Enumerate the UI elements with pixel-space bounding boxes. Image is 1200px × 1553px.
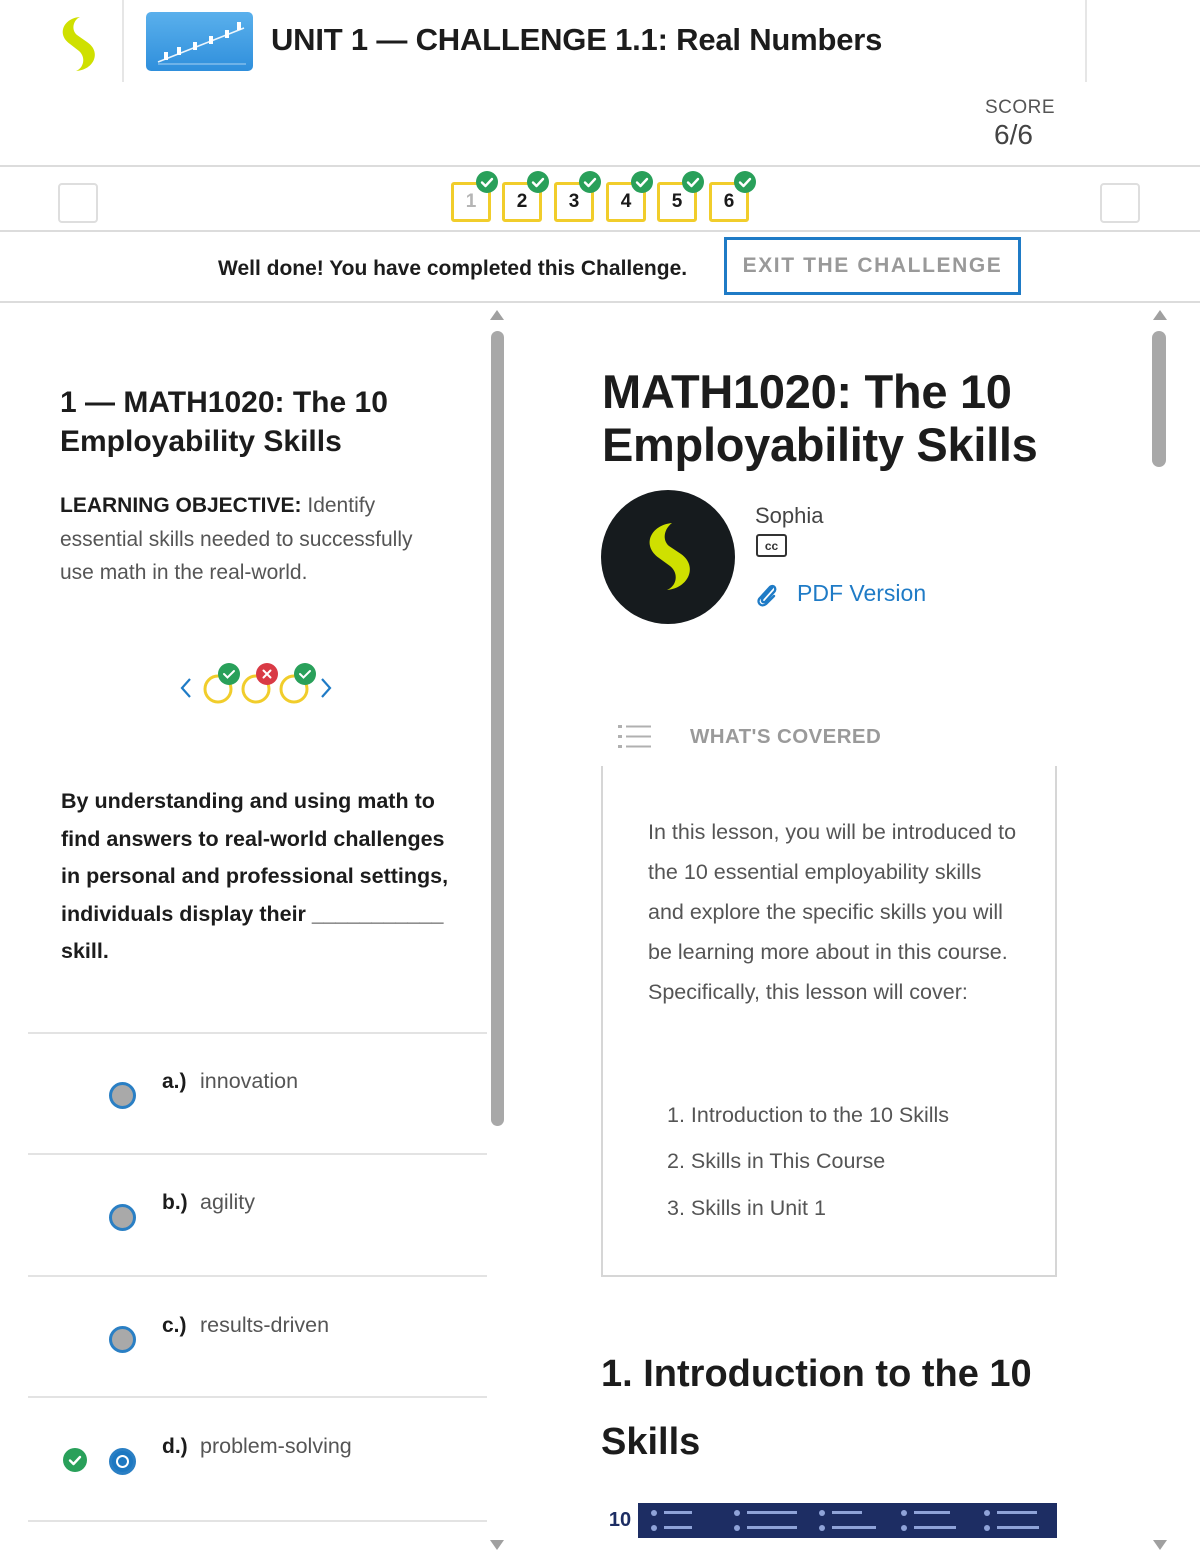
creative-commons-icon[interactable]: cc: [756, 534, 787, 557]
completion-bar: [0, 232, 1200, 303]
option-text: problem-solving: [200, 1434, 352, 1458]
question-tab-6[interactable]: [709, 182, 749, 222]
completion-message: Well done! You have completed this Challenge.: [218, 257, 688, 280]
option-text: results-driven: [200, 1313, 330, 1337]
attempt-history-icons: [178, 661, 343, 711]
question-tab-2[interactable]: [502, 182, 542, 222]
question-number: 5: [671, 191, 683, 212]
challenge-thumbnail: [146, 12, 253, 71]
objective-label: LEARNING OBJECTIVE:: [60, 494, 302, 517]
sophia-logo-icon: [50, 14, 106, 74]
answer-option-a[interactable]: [28, 1032, 487, 1153]
header-divider: [122, 0, 124, 82]
option-letter: a.): [162, 1070, 187, 1093]
correct-check-icon: [682, 171, 704, 193]
question-tab-1[interactable]: [451, 182, 491, 222]
question-number: 2: [516, 191, 528, 212]
correct-check-icon: [579, 171, 601, 193]
correct-check-icon: [631, 171, 653, 193]
pdf-version-link[interactable]: PDF Version: [797, 580, 927, 606]
score-label: SCORE: [985, 97, 1056, 118]
scroll-down-arrow-icon[interactable]: [490, 1540, 504, 1550]
option-letter: c.): [162, 1314, 187, 1337]
question-number: 3: [568, 191, 580, 212]
exit-challenge-button[interactable]: EXIT THE CHALLENGE: [724, 237, 1021, 295]
employability-skills-banner: [602, 1503, 1057, 1538]
option-letter: d.): [162, 1435, 188, 1458]
previous-attempt-chevron-icon: [182, 679, 190, 697]
radio-button[interactable]: [109, 1082, 136, 1109]
question-text: By understanding and using math to find answers to real-world challenges in personal and professional settings, individuals display their ___________ skill.: [61, 789, 449, 963]
correct-check-icon: [734, 171, 756, 193]
whats-covered-label: WHAT'S COVERED: [690, 725, 882, 748]
learning-objective: [60, 489, 440, 590]
lesson-title: MATH1020: The 10 Employability Skills: [602, 365, 1038, 471]
question-number: 4: [620, 191, 632, 212]
section-heading: 1. Introduction to the 10 Skills: [601, 1353, 1032, 1463]
next-question-button[interactable]: [1100, 183, 1140, 223]
covered-item: 1. Introduction to the 10 Skills: [667, 1103, 950, 1127]
attempt-history: [178, 661, 343, 711]
question-tab-3[interactable]: [554, 182, 594, 222]
whats-covered-text: In this lesson, you will be introduced to the 10 essential employability skills and explore the specific skills you will be learning more about in this course. Specifically, this lesson will cover:: [648, 820, 1017, 1004]
attempt-1-correct-icon: [218, 663, 240, 685]
covered-item: 2. Skills in This Course: [667, 1149, 886, 1173]
challenge-title: UNIT 1 — CHALLENGE 1.1: Real Numbers: [271, 22, 883, 57]
whats-covered-box: [601, 766, 1057, 1277]
question-tab-5[interactable]: [657, 182, 697, 222]
attempt-3-correct-icon: [294, 663, 316, 685]
option-text: innovation: [200, 1069, 299, 1093]
skills-strip-icons: [642, 1503, 1057, 1538]
question-panel-scrollbar[interactable]: [491, 331, 504, 1126]
question-number: 6: [723, 191, 735, 212]
sophia-logo[interactable]: [50, 14, 106, 74]
score-value: 6/6: [994, 119, 1033, 150]
answer-option-c[interactable]: [28, 1275, 487, 1396]
banner-logo: 10: [602, 1503, 638, 1538]
lesson-panel-scrollbar[interactable]: [1152, 331, 1166, 467]
question-number: 1: [465, 191, 477, 212]
correct-check-icon: [527, 171, 549, 193]
paperclip-icon[interactable]: [755, 581, 779, 609]
scroll-up-arrow-icon[interactable]: [490, 310, 504, 320]
list-icon: [618, 723, 651, 751]
answer-option-b[interactable]: [28, 1153, 487, 1274]
sophia-logo-icon: [601, 490, 735, 624]
question-panel: [0, 303, 510, 1553]
next-attempt-chevron-icon: [322, 679, 330, 697]
previous-question-button[interactable]: [58, 183, 98, 223]
author-avatar: [601, 490, 735, 624]
covered-item: 3. Skills in Unit 1: [667, 1196, 826, 1220]
option-letter: b.): [162, 1191, 188, 1214]
lesson-panel: [510, 303, 1200, 1553]
header-divider-right: [1085, 0, 1087, 82]
scroll-down-arrow-icon[interactable]: [1153, 1540, 1167, 1550]
correct-answer-check-icon: [63, 1448, 87, 1472]
header: [0, 0, 1200, 165]
objective-text: Identify essential skills needed to successfully use math in the real-world.: [60, 494, 413, 584]
answer-option-d[interactable]: [28, 1396, 487, 1522]
radio-button[interactable]: [109, 1326, 136, 1353]
author-name: Sophia: [755, 503, 824, 528]
correct-check-icon: [476, 171, 498, 193]
radio-button-selected[interactable]: [109, 1448, 136, 1475]
question-title: 1 — MATH1020: The 10 Employability Skills: [60, 386, 388, 458]
option-text: agility: [200, 1190, 255, 1214]
question-nav: [0, 165, 1200, 232]
scroll-up-arrow-icon[interactable]: [1153, 310, 1167, 320]
question-tab-4[interactable]: [606, 182, 646, 222]
radio-button[interactable]: [109, 1204, 136, 1231]
number-line-icon: [146, 12, 253, 71]
